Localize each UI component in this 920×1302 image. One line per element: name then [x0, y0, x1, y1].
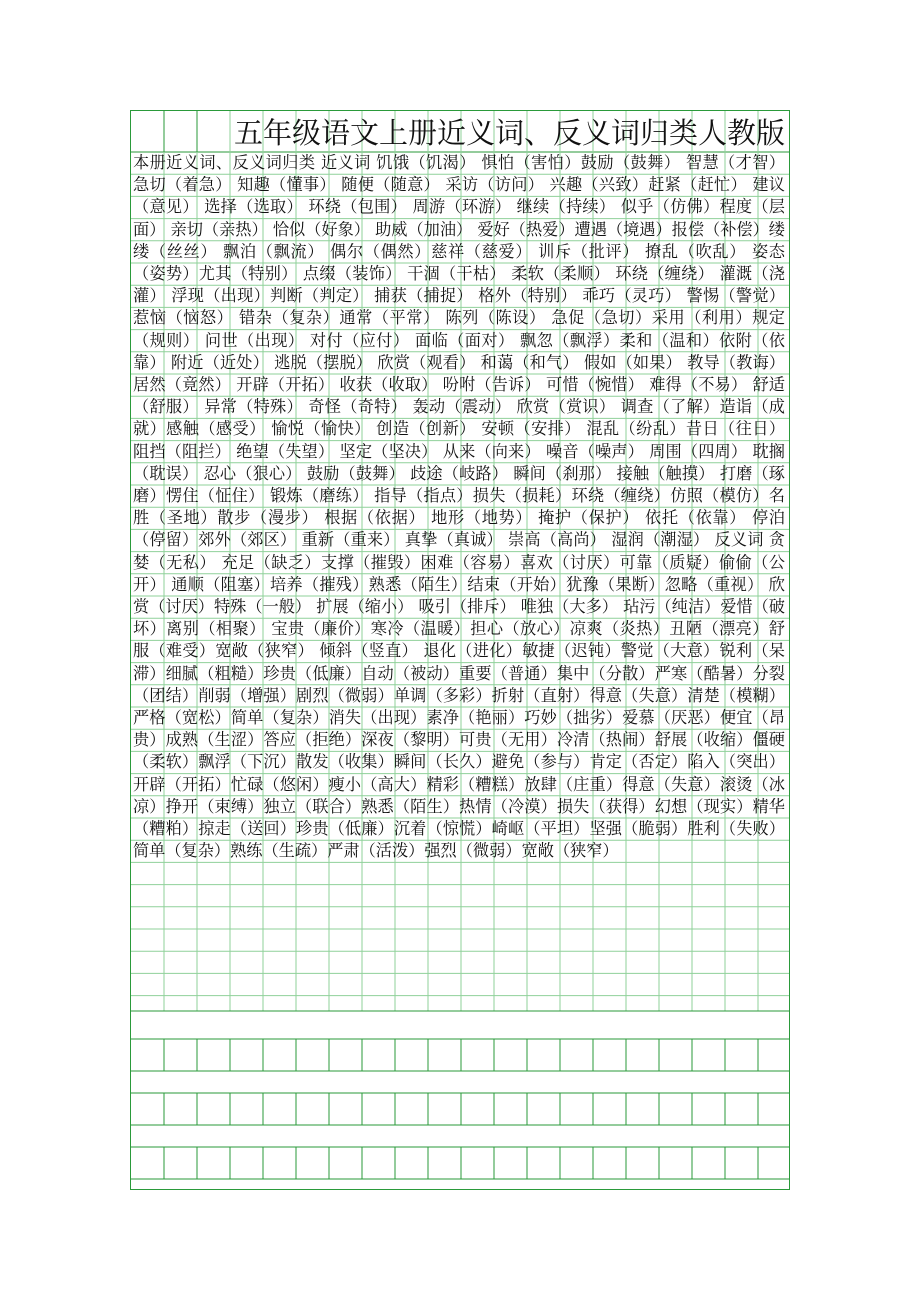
- document-body: 本册近义词、反义词归类 近义词 饥饿（饥渴） 惧怕（害怕）鼓励（鼓舞） 智慧（才智） 急切（着急） 知趣（懂事） 随便（随意） 采访（访问） 兴趣（兴致）赶紧（赶忙） 建议（意见） 选择（选取） 环绕（包围） 周游（环游） 继续（持续） 似乎（仿佛）程度（层面） 亲切（亲热） 恰似（好象） 助威（加油） 爱好（热爱）遭遇（境遇）报偿（补偿）缕缕（丝丝） 飘泊（飘流） 偶尔（偶然）慈祥（慈爱） 训斥（批评） 撩乱（吹乱） 姿态（姿势）尤其（特别） 点缀（装饰） 干涸（干枯） 柔软（柔顺） 环绕（缠绕） 灌溉（浇灌） 浮现（出现）判断（判定） 捕获（捕捉） 格外（特别） 乖巧（灵巧） 警惕（警觉） 惹恼（恼怒） 错杂（复杂）通常（平常） 陈列（陈设） 急促（急切）采用（利用）规定（规则） 问世（出现） 对付（应付） 面临（面对） 飘忽（飘浮）柔和（温和）依附（依靠） 附近（近处） 逃脱（摆脱） 欣赏（观看） 和蔼（和气） 假如（如果） 教导（教诲） 居然（竟然） 开辟（开拓） 收获（收取） 吩咐（告诉） 可惜（惋惜） 难得（不易） 舒适（舒服） 异常（特殊） 奇怪（奇特） 轰动（震动） 欣赏（赏识） 调查（了解）造诣（成就）感触（感受） 愉悦（愉快） 创造（创新） 安顿（安排） 混乱（纷乱）昔日（往日） 阻挡（阻拦） 绝望（失望） 坚定（坚决） 从来（向来） 噪音（噪声） 周围（四周） 耽搁（耽误） 忍心（狠心） 鼓励（鼓舞） 歧途（岐路） 瞬间（刹那） 接触（触摸） 打磨（琢磨）愣住（怔住） 锻炼（磨练） 指导（指点）损失（损耗）环绕（缠绕）仿照（模仿）名胜（圣地）散步（漫步） 根据（依据） 地形（地势） 掩护（保护） 依托（依靠） 停泊（停留）郊外（郊区） 重新（重来） 真挚（真诚） 崇高（高尚） 湿润（潮湿） 反义词 贪婪（无私） 充足（缺乏）支撑（摧毁）困难（容易）喜欢（讨厌）可靠（质疑）偷偷（公开） 通顺（阻塞）培养（摧残）熟悉（陌生）结束（开始）犹豫（果断）忽略（重视） 欣赏（讨厌）特殊（一般） 扩展（缩小） 吸引（排斥） 唯独（大多） 玷污（纯洁）爱惜（破坏）离别（相聚） 宝贵（廉价）寒冷（温暖）担心（放心）凉爽（炎热）丑陋（漂亮）舒服（难受）宽敞（狭窄） 倾斜（竖直） 退化（进化）敏捷（迟钝）警觉（大意）锐利（呆滞）细腻（粗糙）珍贵（低廉）自动（被动）重要（普通）集中（分散）严寒（酷暑）分裂（团结）削弱（增强）剧烈（微弱）单调（多彩）折射（直射）得意（失意）清楚（模糊）严格（宽松）简单（复杂）消失（出现）素净（艳丽）巧妙（拙劣）爱慕（厌恶）便宜（昂贵）成熟（生涩）答应（拒绝）深夜（黎明）可贵（无用）冷清（热闹）舒展（收缩）僵硬（柔软）飘浮（下沉）散发（收集）瞬间（长久）避免（参与）肯定（否定）陷入（突出）开辟（开拓）忙碌（悠闲）瘦小（高大）精彩（糟糕）放肆（庄重）得意（失意）滚烫（冰凉）挣开（束缚）独立（联合）熟悉（陌生）热情（冷漠）损失（获得）幻想（现实）精华（糟粕）掠走（送回）珍贵（低廉）沉着（惊慌）崎岖（平坦）坚强（脆弱）胜利（失败）简单（复杂）熟练（生疏）严肃（活泼）强烈（微弱）宽敞（狭窄）: [133, 153, 785, 861]
- document-title: 五年级语文上册近义词、反义词归类人教版: [233, 116, 785, 150]
- document-page: [130, 110, 790, 1190]
